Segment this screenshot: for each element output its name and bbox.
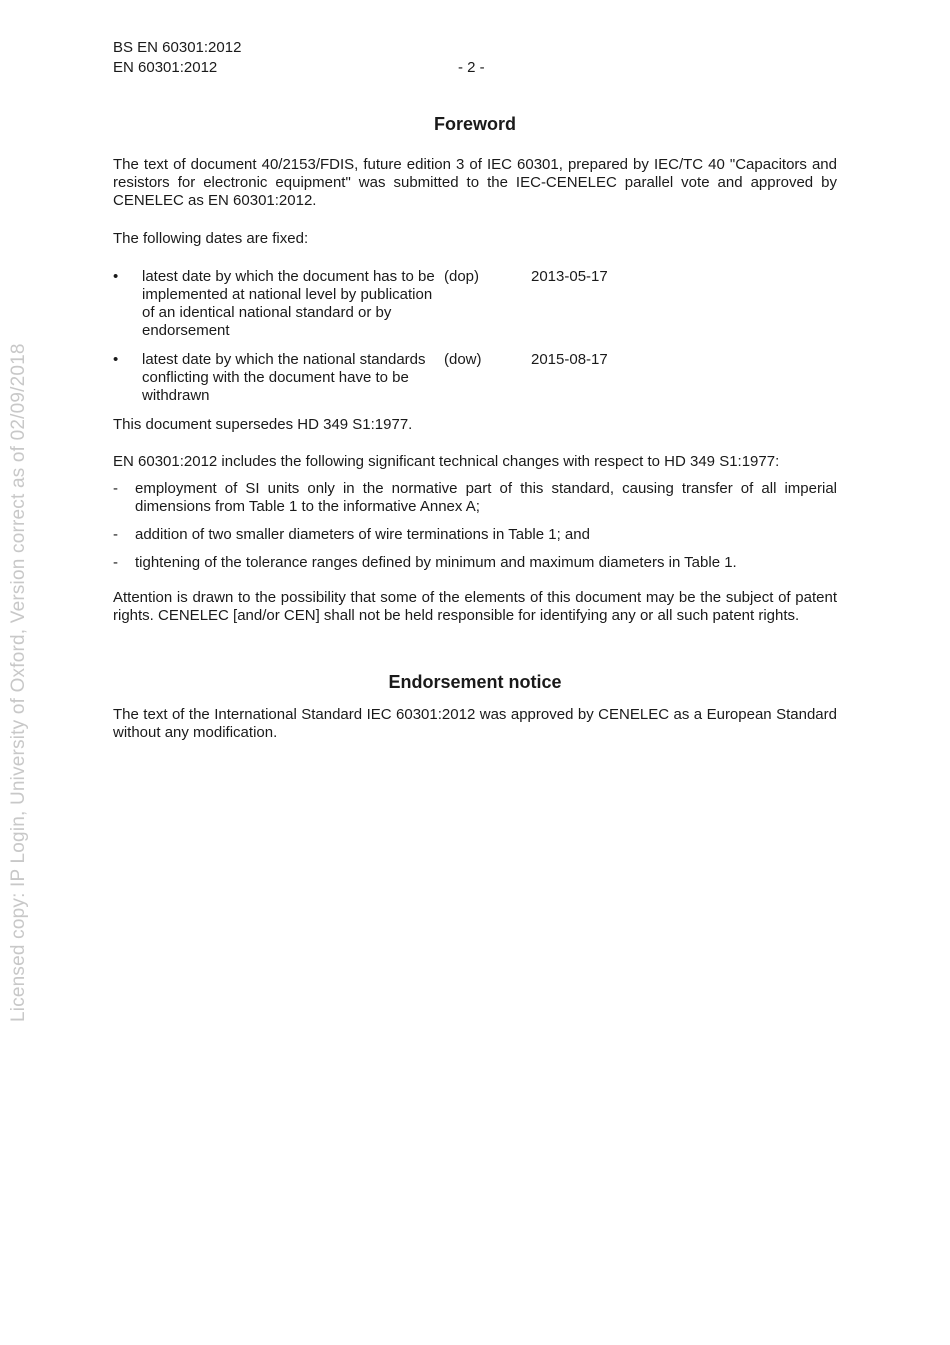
header-en-number: EN 60301:2012 [113, 59, 218, 76]
patent-notice: Attention is drawn to the possibility that some of the elements of this document may be the subject of patent rights. CENELEC [and/or CEN] shall not be held responsible for identifying any or all such patent rights. [113, 589, 837, 624]
list-item [113, 554, 837, 572]
change-text: employment of SI units only in the normative part of this standard, causing transfer of all imperial dimensions from Table 1 to the informative Annex A; [135, 480, 837, 515]
change-text: addition of two smaller diameters of wire terminations in Table 1; and [135, 526, 590, 543]
date-row-dop [113, 268, 837, 340]
bullet-icon: • [113, 268, 119, 285]
license-watermark: Licensed copy: IP Login, University of Oxford, Version correct as of 02/09/2018 [8, 343, 29, 1022]
date-value: 2013-05-17 [531, 268, 608, 285]
dates-list [113, 268, 837, 405]
date-abbreviation: (dow) [444, 351, 482, 368]
changes-intro: EN 60301:2012 includes the following significant technical changes with respect to HD 349 S1:1977: [113, 453, 780, 470]
foreword-heading: Foreword [433, 114, 516, 134]
dash-marker: - [113, 526, 118, 543]
list-item [113, 526, 837, 544]
page-number: - 2 - [458, 59, 485, 76]
dash-marker: - [113, 480, 118, 497]
header-bs-number: BS EN 60301:2012 [113, 39, 242, 56]
endorsement-heading: Endorsement notice [388, 672, 562, 692]
supersedes-note: This document supersedes HD 349 S1:1977. [113, 416, 413, 433]
dates-intro: The following dates are fixed: [113, 230, 309, 247]
change-text: tightening of the tolerance ranges defined by minimum and maximum diameters in Table 1. [135, 554, 737, 571]
date-description: latest date by which the national standards conflicting with the document have to be withdrawn [142, 351, 426, 404]
date-abbreviation: (dop) [444, 268, 480, 285]
bullet-icon: • [113, 351, 119, 368]
page-header [113, 38, 241, 78]
foreword-intro: The text of document 40/2153/FDIS, future edition 3 of IEC 60301, prepared by IEC/TC 40 "Capacitors and resistors for electronic equipment" was submitted to the IEC-CENELEC parallel vote and approved by CENELEC as EN 60301:2012. [113, 156, 837, 209]
list-item [113, 480, 837, 516]
date-value: 2015-08-17 [531, 351, 608, 368]
changes-list [113, 480, 837, 572]
dash-marker: - [113, 554, 118, 571]
date-description: latest date by which the document has to be implemented at national level by publication of an identical national standard or by endorsement [142, 268, 435, 339]
endorsement-text: The text of the International Standard IEC 60301:2012 was approved by CENELEC as a European Standard without any modification. [113, 706, 837, 741]
document-body [113, 112, 837, 742]
date-row-dow [113, 351, 837, 405]
